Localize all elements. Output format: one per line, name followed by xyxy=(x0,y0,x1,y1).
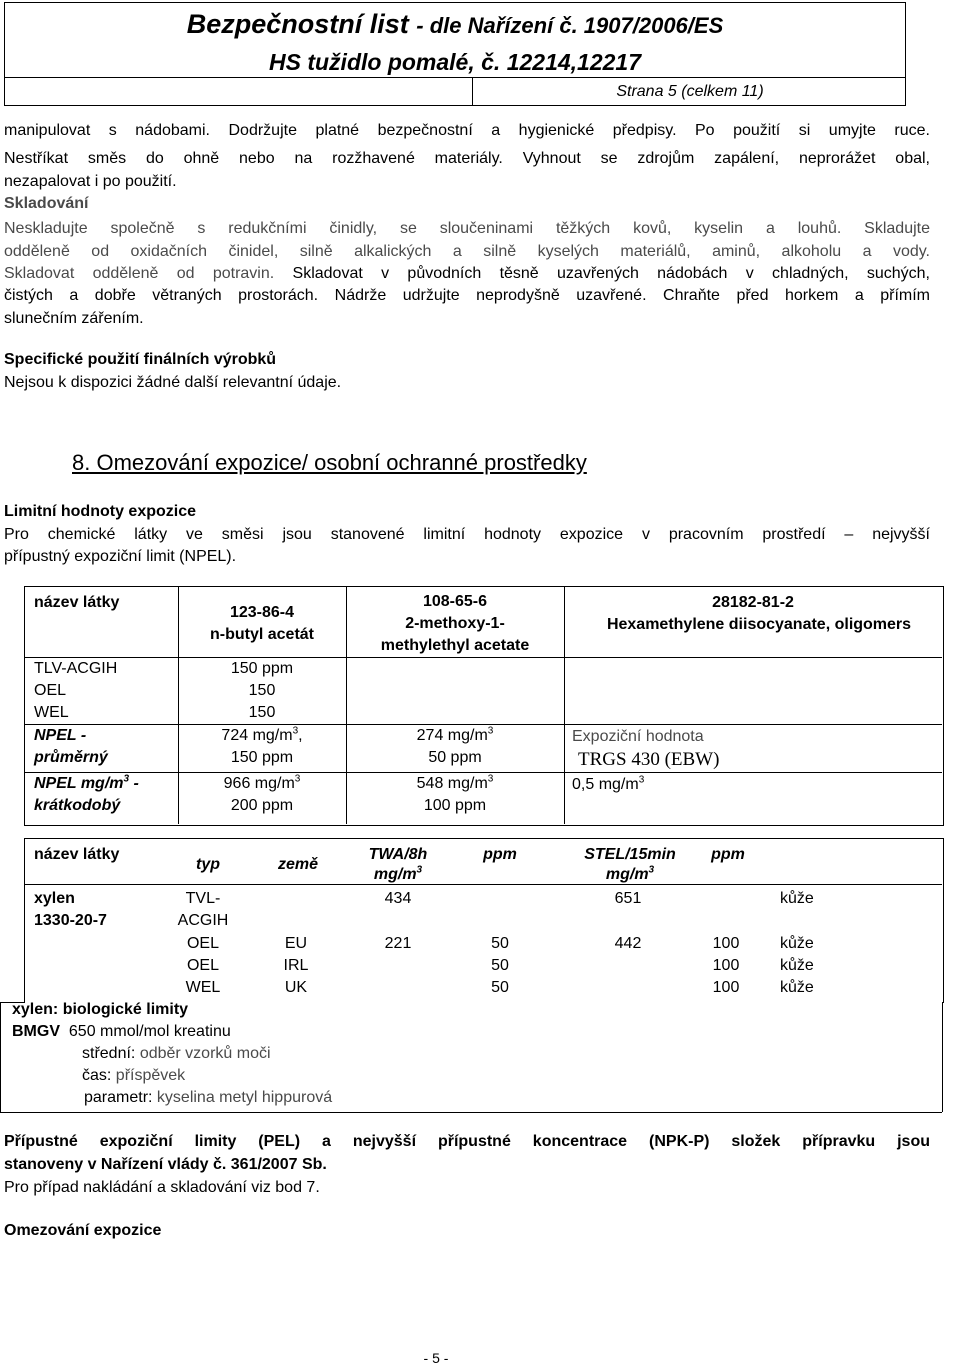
t2-header-country: země xyxy=(277,856,319,873)
t2-stel-sup: 3 xyxy=(648,864,655,876)
t1-col1-npel-avg-comma: , xyxy=(298,727,303,744)
bio-parameter-label: parametr: xyxy=(84,1089,157,1106)
exposure-control-heading: Omezování expozice xyxy=(4,1222,162,1239)
t1-npel-short-dash: - xyxy=(129,775,139,792)
pel-line-1: Přípustné expoziční limity (PEL) a nejvyšší přípustné koncentrace (NPK-P) složek přípravku jsou xyxy=(4,1133,930,1150)
document-header xyxy=(4,2,906,106)
t2-header-name: název látky xyxy=(34,846,120,863)
header-vertical-divider xyxy=(472,77,473,105)
t2-twa-unit: mg/m xyxy=(373,866,417,883)
t2-header-stel-unit xyxy=(560,864,700,886)
header-divider xyxy=(5,77,905,78)
t1-col2-npel-avg-sup: 3 xyxy=(487,725,494,737)
t2-header-twa-unit xyxy=(360,864,436,886)
t2-header-twa: TWA/8h xyxy=(368,846,428,863)
t1-col2-npel-avg xyxy=(346,725,564,747)
t1-col3-npel-short-value: 0,5 mg/m xyxy=(572,776,639,793)
t1-col3-npel-avg-2: TRGS 430 (EBW) xyxy=(578,749,720,770)
title-regulation: - dle Nařízení č. 1907/2006/ES xyxy=(416,13,724,38)
table2-header-divider xyxy=(24,884,942,885)
table2-left-edge xyxy=(0,1002,1,1112)
bio-middle-label: střední: xyxy=(82,1045,140,1062)
t1-label-oel: OEL xyxy=(34,682,67,699)
t1-col1-name: n-butyl acetát xyxy=(209,626,314,643)
t2-row1-skin: kůže xyxy=(780,890,814,907)
bio-bmgv xyxy=(12,1021,231,1043)
table1-row-divider-1 xyxy=(24,657,942,658)
t2-row2-stel: 442 xyxy=(614,935,642,952)
t2-row2-type: OEL xyxy=(186,935,219,952)
pel-line-2: stanoveny v Nařízení vlády č. 361/2007 Sb. xyxy=(4,1156,327,1173)
t1-col1-wel: 150 xyxy=(248,704,276,721)
t2-row1-type-2: ACGIH xyxy=(177,912,229,929)
t1-col3-name: Hexamethylene diisocyanate, oligomers xyxy=(606,616,912,633)
t1-col1-npel-short-ppm: 200 ppm xyxy=(230,797,294,814)
t2-row3-skin: kůže xyxy=(780,957,814,974)
t1-col2-name-2: methylethyl acetate xyxy=(380,637,530,654)
t2-row1-stel: 651 xyxy=(614,890,642,907)
t2-header-stel: STEL/15min xyxy=(584,846,676,863)
t1-col1-npel-avg xyxy=(178,725,346,747)
bio-middle-value: odběr vzorků moči xyxy=(139,1045,271,1062)
t2-row2-ppm: 50 xyxy=(491,935,509,952)
t2-stel-unit: mg/m xyxy=(605,866,649,883)
t1-col3-npel-avg-1: Expoziční hodnota xyxy=(572,728,704,745)
t2-row4-ppm2: 100 xyxy=(712,979,740,996)
t2-row4-country: UK xyxy=(284,979,308,996)
t1-col2-npel-short-sup: 3 xyxy=(487,773,494,785)
t1-label-npel-short-2: krátkodobý xyxy=(34,797,121,814)
specific-use-heading: Specifické použití finálních výrobků xyxy=(4,351,277,368)
t1-col1-npel-avg-sup: 3 xyxy=(292,725,299,737)
t1-col2-npel-avg-value: 274 mg/m xyxy=(416,727,488,744)
t1-label-npel-short-1 xyxy=(34,773,139,795)
storage-line-4: čistých a dobře větraných prostorách. Nádrže udržujte neprodyšně uzavřené. Chraňte před horkem a přímím xyxy=(4,287,930,304)
t2-row3-type: OEL xyxy=(186,957,219,974)
t2-row4-ppm: 50 xyxy=(491,979,509,996)
storage-food-text: Skladovat odděleně od potravin. xyxy=(4,265,275,282)
section-8-title: 8. Omezování expozice/ osobní ochranné prostředky xyxy=(72,450,587,475)
t2-row3-country: IRL xyxy=(283,957,309,974)
document-title xyxy=(5,9,905,40)
t1-col2-npel-short xyxy=(346,773,564,795)
pel-line-3: Pro případ nakládání a skladování viz bod 7. xyxy=(4,1179,320,1196)
limits-heading: Limitní hodnoty expozice xyxy=(4,503,197,520)
title-main: Bezpečnostní list xyxy=(186,9,409,39)
bio-parameter xyxy=(84,1087,332,1109)
t1-col3-npel-short-sup: 3 xyxy=(638,774,645,786)
table2-bottom xyxy=(0,1112,942,1113)
t1-label-tlv: TLV-ACGIH xyxy=(34,660,118,677)
bio-heading: xylen: biologické limity xyxy=(12,1001,189,1018)
t1-col1-npel-short-sup: 3 xyxy=(294,773,301,785)
t1-label-npel-avg-1: NPEL - xyxy=(34,727,87,744)
t2-row2-skin: kůže xyxy=(780,935,814,952)
t2-row3-ppm2: 100 xyxy=(712,957,740,974)
t1-label-npel-avg-2: průměrný xyxy=(34,749,108,766)
storage-line-2: odděleně od oxidačních činidel, silně alkalických a silně kyselých materiálů, aminů, alkoholu a vody. xyxy=(4,243,930,260)
storage-line-1: Neskladujte společně s redukčními činidly, se sloučeninami těžkých kovů, kyselin a louhů. Skladujte xyxy=(4,220,930,237)
t1-label-name: název látky xyxy=(34,594,120,611)
page-counter: Strana 5 (celkem 11) xyxy=(616,83,764,100)
page-number: - 5 - xyxy=(423,1350,449,1366)
t2-row3-ppm: 50 xyxy=(491,957,509,974)
bio-parameter-value: kyselina metyl hippurová xyxy=(156,1089,333,1106)
bio-time-label: čas: xyxy=(82,1067,116,1084)
storage-line-5: slunečním zářením. xyxy=(4,310,144,327)
bio-bmgv-label: BMGV xyxy=(12,1023,60,1040)
t2-row1-type: TVL- xyxy=(185,890,221,907)
bio-bmgv-value: 650 mmol/mol kreatinu xyxy=(68,1023,231,1040)
t1-col2-npel-short-ppm: 100 ppm xyxy=(423,797,487,814)
intro-line-1: manipulovat s nádobami. Dodržujte platné bezpečnostní a hygienické předpisy. Po použití si umyjte ruce. xyxy=(4,122,930,139)
t1-npel-short-unit: NPEL mg/m xyxy=(34,775,124,792)
t2-header-ppm-1: ppm xyxy=(483,846,517,863)
t1-label-wel: WEL xyxy=(34,704,69,721)
specific-use-text: Nejsou k dispozici žádné další relevantní údaje. xyxy=(4,374,342,391)
t2-header-ppm-2: ppm xyxy=(711,846,745,863)
bio-time-value: příspěvek xyxy=(115,1067,186,1084)
t1-col3-cas: 28182-81-2 xyxy=(712,594,794,611)
t1-col3-npel-short xyxy=(572,774,644,796)
t1-col2-npel-avg-ppm: 50 ppm xyxy=(428,749,482,766)
t2-row4-skin: kůže xyxy=(780,979,814,996)
t2-substance-name: xylen xyxy=(34,890,75,907)
t1-col1-npel-avg-value: 724 mg/m xyxy=(221,727,293,744)
t2-substance-cas: 1330-20-7 xyxy=(34,912,107,929)
t1-col2-npel-short-value: 548 mg/m xyxy=(416,775,488,792)
product-name: HS tužidlo pomalé, č. 12214,12217 xyxy=(269,49,641,75)
intro-line-3: nezapalovat i po použití. xyxy=(4,173,177,190)
t2-row1-twa: 434 xyxy=(384,890,412,907)
bio-middle xyxy=(82,1043,271,1065)
t2-twa-sup: 3 xyxy=(416,864,423,876)
t1-col1-npel-avg-ppm: 150 ppm xyxy=(230,749,294,766)
storage-heading: Skladování xyxy=(4,195,89,212)
t1-col1-tlv: 150 ppm xyxy=(230,660,294,677)
limits-line-2: přípustný expoziční limit (NPEL). xyxy=(4,548,237,565)
storage-container-text: Skladovat v původních těsně uzavřených nádobách v chladných, suchých, xyxy=(274,265,931,282)
storage-line-3 xyxy=(4,263,930,285)
t2-row2-country: EU xyxy=(284,935,308,952)
bio-time xyxy=(82,1065,185,1087)
t1-col2-cas: 108-65-6 xyxy=(422,593,488,610)
t1-col1-npel-short-value: 966 mg/m xyxy=(223,775,295,792)
limits-line-1: Pro chemické látky ve směsi jsou stanovené limitní hodnoty expozice v pracovním prostředí – nejvyšší xyxy=(4,526,930,543)
t1-col1-npel-short xyxy=(178,773,346,795)
t1-npel-short-sup: 3 xyxy=(123,773,130,785)
t1-col2-name-1: 2-methoxy-1- xyxy=(405,615,505,632)
t1-col1-oel: 150 xyxy=(248,682,276,699)
t2-row4-type: WEL xyxy=(185,979,221,996)
intro-line-2: Nestříkat směs do ohně nebo na rozžhavené materiály. Vyhnout se zdrojům zapálení, neprorážet obal, xyxy=(4,150,930,167)
t2-row2-ppm2: 100 xyxy=(712,935,740,952)
t2-row2-twa: 221 xyxy=(384,935,412,952)
table2-right-edge xyxy=(942,1002,943,1112)
t2-header-type: typ xyxy=(196,856,220,873)
t1-col1-cas: 123-86-4 xyxy=(229,604,295,621)
